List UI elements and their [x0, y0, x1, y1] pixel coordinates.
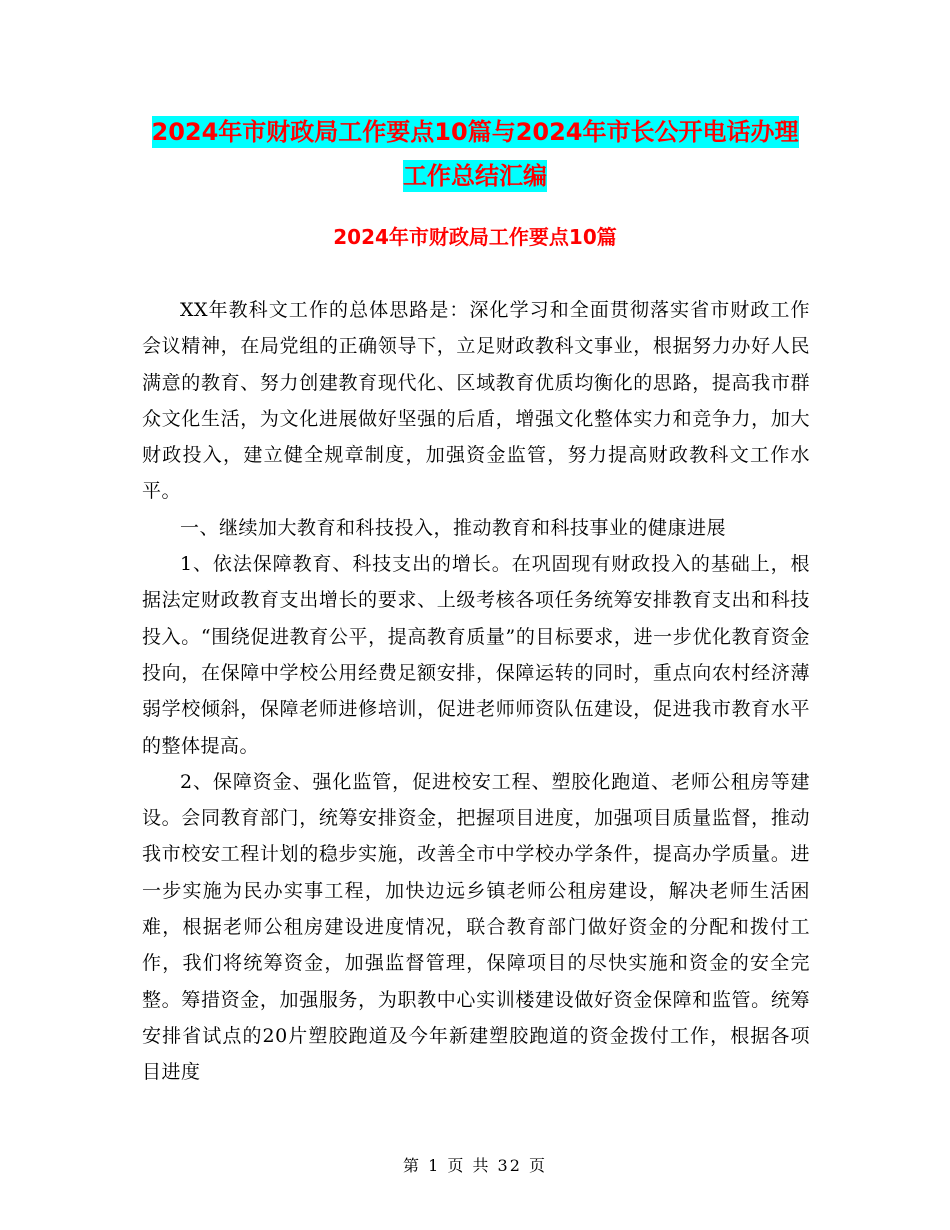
- section-title: 2024年市财政局工作要点10篇: [333, 225, 617, 249]
- paragraph: 1、依法保障教育、科技支出的增长。在巩固现有财政投入的基础上，根据法定财政教育支出增长的要求、上级考核各项任务统筹安排教育支出和科技投入。“围绕促进教育公平，提高教育质量”的目标要求，进一步优化教育资金投向，在保障中学校公用经费足额安排，保障运转的同时，重点向农村经济薄弱学校倾斜，保障老师进修培训，促进老师师资队伍建设，促进我市教育水平的整体提高。: [142, 553, 810, 757]
- paragraph: 2、保障资金、强化监管，促进校安工程、塑胶化跑道、老师公租房等建设。会同教育部门，统筹安排资金，把握项目进度，加强项目质量监督，推动我市校安工程计划的稳步实施，改善全市中学校办学条件，提高办学质量。进一步实施为民办实事工程，加快边远乡镇老师公租房建设，解决老师生活困难，根据老师公租房建设进度情况，联合教育部门做好资金的分配和拨付工作，我们将统筹资金，加强监督管理，保障项目的尽快实施和资金的安全完整。筹措资金，加强服务，为职教中心实训楼建设做好资金保障和监管。统筹安排省试点的20片塑胶跑道及今年新建塑胶跑道的资金拨付工作，根据各项目进度: [142, 770, 810, 1084]
- document-title: [140, 110, 810, 198]
- paragraph: XX年教科文工作的总体思路是：深化学习和全面贯彻落实省市财政工作会议精神，在局党组的正确领导下，立足财政教科文事业，根据努力办好人民满意的教育、努力创建教育现代化、区域教育优质均衡化的思路，提高我市群众文化生活，为文化进展做好坚强的后盾，增强文化整体实力和竞争力，加大财政投入，建立健全规章制度，加强资金监管，努力提高财政教科文工作水平。: [142, 299, 810, 503]
- document-body: [142, 292, 810, 1091]
- page-footer: 第 1 页 共 32 页: [403, 1156, 547, 1175]
- paragraph: 一、继续加大教育和科技投入，推动教育和科技事业的健康进展: [180, 516, 727, 539]
- document-title-text: 2024年市财政局工作要点10篇与2024年市长公开电话办理工作总结汇编: [151, 118, 799, 190]
